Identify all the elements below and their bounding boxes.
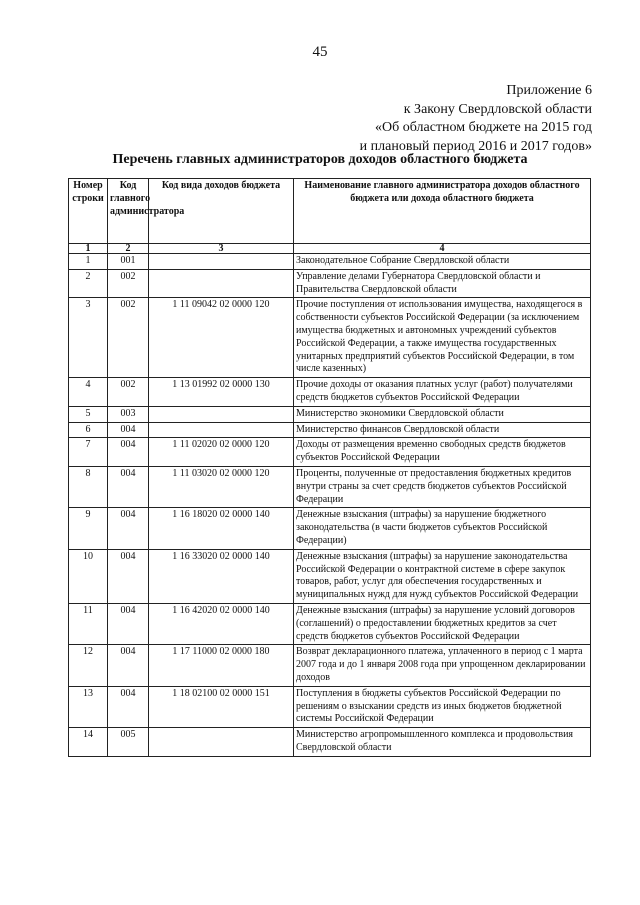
row-number: 14: [69, 728, 108, 757]
admin-code: 002: [108, 269, 149, 298]
admin-code: 004: [108, 466, 149, 507]
row-name: Прочие доходы от оказания платных услуг (работ) получателями средств бюджетов субъектов Российской Федерации: [294, 378, 591, 407]
table-row: [69, 686, 591, 727]
row-name: Управление делами Губернатора Свердловской области и Правительства Свердловской области: [294, 269, 591, 298]
admin-code: 004: [108, 438, 149, 467]
admin-code: 003: [108, 406, 149, 422]
document-title: Перечень главных администраторов доходов областного бюджета: [112, 152, 528, 167]
table-body: [69, 254, 591, 757]
header-row-number: Номер строки: [69, 179, 108, 244]
table-row: [69, 298, 591, 378]
admin-code: 004: [108, 603, 149, 644]
row-name: Возврат декларационного платежа, уплаченного в период с 1 марта 2007 года и до 1 января 2008 года при упрощенном декларировании доходов: [294, 645, 591, 686]
row-number: 9: [69, 508, 108, 549]
admin-code: 002: [108, 298, 149, 378]
row-name: Министерство агропромышленного комплекса и продовольствия Свердловской области: [294, 728, 591, 757]
table-row: [69, 549, 591, 603]
row-number: 11: [69, 603, 108, 644]
row-name: Денежные взыскания (штрафы) за нарушение законодательства Российской Федерации о контрактной системе в сфере закупок товаров, работ, услуг для обеспечения государственных и муниципальных нужд для нужд субъектов Российской Федерации: [294, 549, 591, 603]
table-column-numbers-row: [69, 244, 591, 254]
table-row: [69, 603, 591, 644]
admin-code: 004: [108, 686, 149, 727]
admin-code: 002: [108, 378, 149, 407]
income-code: 1 11 09042 02 0000 120: [149, 298, 294, 378]
table-row: [69, 269, 591, 298]
table-row: [69, 466, 591, 507]
row-number: 5: [69, 406, 108, 422]
row-number: 12: [69, 645, 108, 686]
income-code: [149, 422, 294, 438]
admin-code: 004: [108, 422, 149, 438]
income-code: 1 11 02020 02 0000 120: [149, 438, 294, 467]
row-number: 3: [69, 298, 108, 378]
admin-code: 004: [108, 549, 149, 603]
column-number-1: 1: [69, 244, 108, 254]
row-name: Денежные взыскания (штрафы) за нарушение условий договоров (соглашений) о предоставлении бюджетных кредитов за счет средств бюджетов субъектов Российской Федерации: [294, 603, 591, 644]
admin-code: 005: [108, 728, 149, 757]
income-code: 1 16 42020 02 0000 140: [149, 603, 294, 644]
table-row: [69, 508, 591, 549]
administrators-table: [68, 178, 591, 757]
income-code: [149, 254, 294, 270]
appendix-header: [360, 82, 592, 156]
admin-code: 004: [108, 508, 149, 549]
income-code: [149, 406, 294, 422]
row-name: Прочие поступления от использования имущества, находящегося в собственности субъектов Российской Федерации (за исключением имущества бюджетных и автономных учреждений субъектов Российской Федерации, а также имущества государственных унитарных предприятий субъектов Российской Федерации, в том числе казенных): [294, 298, 591, 378]
table-header-row: [69, 179, 591, 244]
income-code: 1 18 02100 02 0000 151: [149, 686, 294, 727]
column-number-3: 3: [149, 244, 294, 254]
appendix-line-3: «Об областном бюджете на 2015 год: [375, 120, 592, 135]
income-code: 1 13 01992 02 0000 130: [149, 378, 294, 407]
row-number: 8: [69, 466, 108, 507]
table-row: [69, 254, 591, 270]
header-income-code: Код вида доходов бюджета: [149, 179, 294, 244]
row-name: Министерство финансов Свердловской области: [294, 422, 591, 438]
row-name: Поступления в бюджеты субъектов Российской Федерации по решениям о взыскании средств из иных бюджетов бюджетной системы Российской Федерации: [294, 686, 591, 727]
row-number: 1: [69, 254, 108, 270]
row-name: Министерство экономики Свердловской области: [294, 406, 591, 422]
table-row: [69, 422, 591, 438]
appendix-line-4: и плановый период 2016 и 2017 годов»: [359, 138, 592, 154]
row-name: Законодательное Собрание Свердловской области: [294, 254, 591, 270]
table-row: [69, 406, 591, 422]
income-code: 1 16 18020 02 0000 140: [149, 508, 294, 549]
row-name: Проценты, полученные от предоставления бюджетных кредитов внутри страны за счет средств бюджетов субъектов Российской Федерации: [294, 466, 591, 507]
row-number: 10: [69, 549, 108, 603]
row-name: Доходы от размещения временно свободных средств бюджетов субъектов Российской Федерации: [294, 438, 591, 467]
column-number-2: 2: [108, 244, 149, 254]
admin-code: 001: [108, 254, 149, 270]
income-code: [149, 269, 294, 298]
header-admin-code: Код главного администратора: [108, 179, 149, 244]
row-number: 2: [69, 269, 108, 298]
row-number: 6: [69, 422, 108, 438]
table-row: [69, 645, 591, 686]
row-number: 4: [69, 378, 108, 407]
table-row: [69, 438, 591, 467]
header-name: Наименование главного администратора доходов областного бюджета или дохода областного бюджета: [294, 179, 591, 244]
income-code: 1 11 03020 02 0000 120: [149, 466, 294, 507]
income-code: [149, 728, 294, 757]
appendix-line-2: к Закону Свердловской области: [403, 101, 592, 117]
income-code: 1 17 11000 02 0000 180: [149, 645, 294, 686]
row-number: 13: [69, 686, 108, 727]
table-row: [69, 728, 591, 757]
admin-code: 004: [108, 645, 149, 686]
page-number: 45: [312, 44, 328, 60]
table-row: [69, 378, 591, 407]
income-code: 1 16 33020 02 0000 140: [149, 549, 294, 603]
column-number-4: 4: [294, 244, 591, 254]
row-number: 7: [69, 438, 108, 467]
row-name: Денежные взыскания (штрафы) за нарушение бюджетного законодательства (в части бюджетов субъектов Российской Федерации): [294, 508, 591, 549]
appendix-line-1: Приложение 6: [506, 83, 592, 98]
